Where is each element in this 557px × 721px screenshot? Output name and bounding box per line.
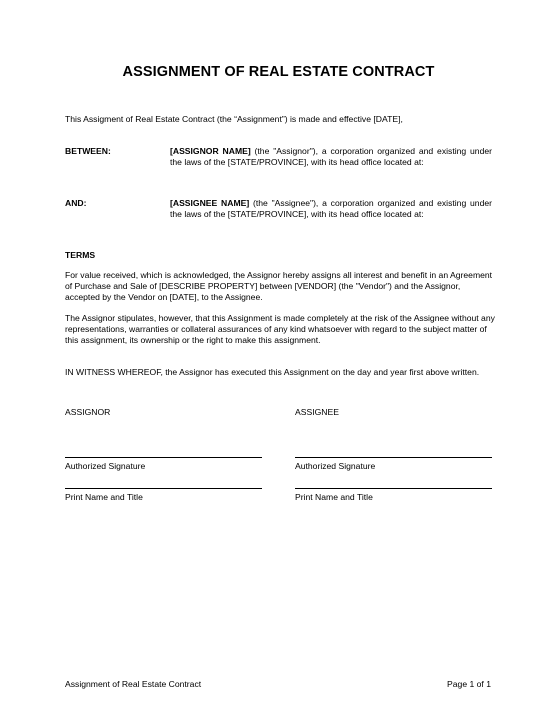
- footer-document-title: Assignment of Real Estate Contract: [65, 679, 202, 689]
- and-label: AND:: [65, 198, 87, 208]
- terms-heading: TERMS: [65, 250, 96, 260]
- assignor-name-caption: Print Name and Title: [65, 492, 143, 502]
- between-label: BETWEEN:: [65, 146, 111, 156]
- assignee-signature-line: [295, 457, 492, 458]
- assignor-name-line: [65, 488, 262, 489]
- assignor-signature-caption: Authorized Signature: [65, 461, 146, 471]
- witness-paragraph: IN WITNESS WHEREOF, the Assignor has executed this Assignment on the day and year first above written.: [65, 367, 480, 377]
- footer-page-number: Page 1 of 1: [447, 679, 491, 689]
- terms-paragraph-1: For value received, which is acknowledged, the Assignor hereby assigns all interest and benefit in an Agreement of Purchase and Sale of [DESCRIBE PROPERTY] between [VENDOR] (the "Vendor") and the Assignor, accepted by the Vendor on [DATE], to the Assignee.: [65, 270, 493, 302]
- assignee-name-placeholder: [ASSIGNEE NAME]: [170, 198, 250, 208]
- intro-paragraph: This Assigment of Real Estate Contract (the “Assignment”) is made and effective [DATE],: [65, 114, 403, 124]
- assignee-heading: ASSIGNEE: [295, 407, 339, 417]
- assignee-name-caption: Print Name and Title: [295, 492, 373, 502]
- assignor-heading: ASSIGNOR: [65, 407, 111, 417]
- assignor-description: (the "Assignor"), a corporation organized and existing under the laws of the [STATE/PROVINCE], with its head office located at:: [170, 146, 492, 167]
- assignee-description: (the "Assignee"), a corporation organized and existing under the laws of the [STATE/PROVINCE], with its head office located at:: [170, 198, 493, 219]
- assignor-signature-line: [65, 457, 262, 458]
- assignee-name-line: [295, 488, 492, 489]
- document-title: ASSIGNMENT OF REAL ESTATE CONTRACT: [122, 64, 435, 80]
- assignor-name-placeholder: [ASSIGNOR NAME]: [170, 146, 251, 156]
- terms-paragraph-2: The Assignor stipulates, however, that this Assignment is made completely at the risk of the Assignee without any representations, warranties or collateral assurances of any kind whatsoever with regard to the subject matter of this assignment, its ownership or the right to make this assignment.: [65, 313, 495, 345]
- assignee-party-text: [170, 198, 492, 220]
- assignor-party-text: [170, 146, 492, 168]
- assignee-signature-caption: Authorized Signature: [295, 461, 376, 471]
